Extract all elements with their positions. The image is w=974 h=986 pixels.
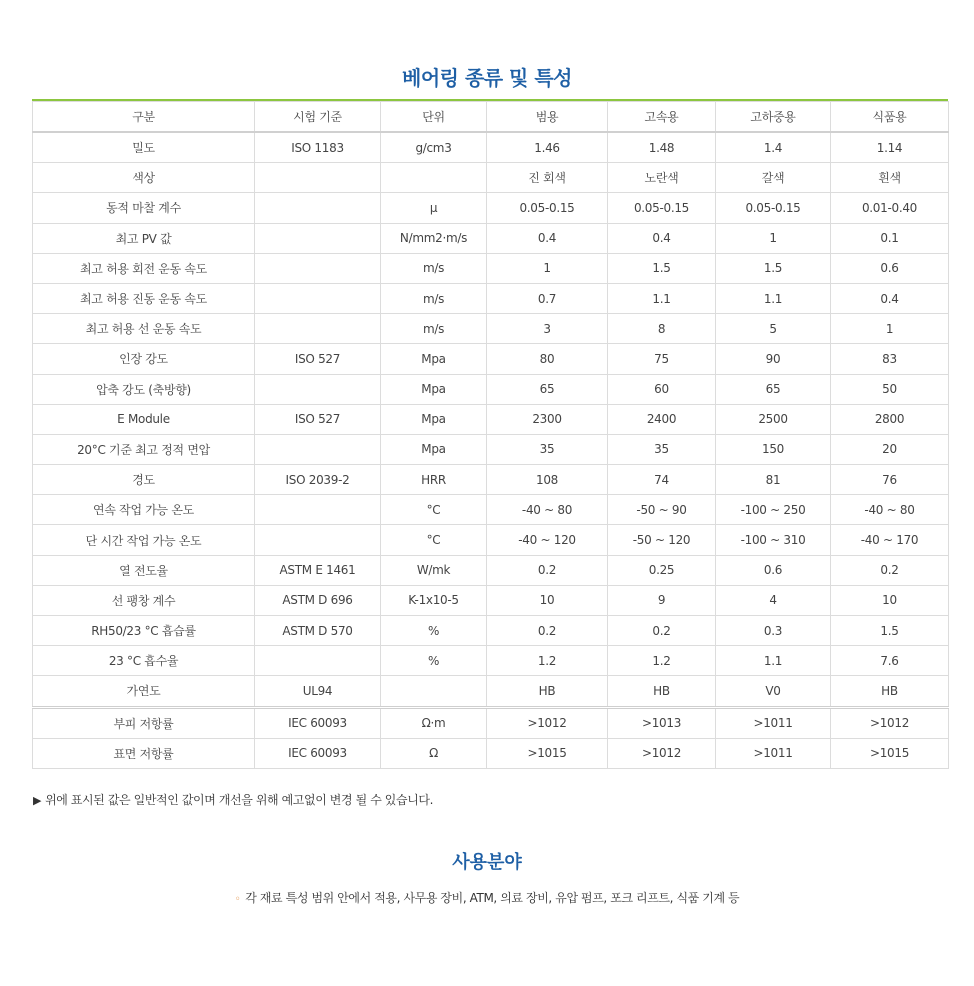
usage-text: 각 재료 특성 범위 안에서 적용, 사무용 장비, ATM, 의료 장비, 유압 펌프, 포크 리프트, 식품 기계 등 (245, 891, 740, 905)
cell-unit: Ω·m (381, 707, 487, 738)
cell-food: 50 (831, 374, 949, 404)
cell-heavy-load: V0 (716, 676, 831, 707)
header-category: 구분 (33, 102, 255, 133)
cell-general: 0.4 (487, 223, 608, 253)
cell-high-speed: 1.2 (608, 646, 716, 676)
cell-high-speed: 9 (608, 585, 716, 615)
cell-category: 부피 저항률 (33, 707, 255, 738)
cell-general: 80 (487, 344, 608, 374)
table-header-row (33, 102, 949, 133)
cell-high-speed: 75 (608, 344, 716, 374)
cell-test-standard (255, 525, 381, 555)
cell-unit: Mpa (381, 374, 487, 404)
cell-unit: g/cm3 (381, 132, 487, 163)
cell-heavy-load: 0.3 (716, 616, 831, 646)
bearing-spec-table (32, 101, 949, 769)
cell-heavy-load: 81 (716, 465, 831, 495)
cell-food: 2800 (831, 404, 949, 434)
cell-general: 1 (487, 253, 608, 283)
cell-high-speed: 1.1 (608, 283, 716, 313)
cell-unit: Mpa (381, 404, 487, 434)
cell-general: HB (487, 676, 608, 707)
cell-test-standard (255, 314, 381, 344)
cell-unit: μ (381, 193, 487, 223)
cell-general: 0.05-0.15 (487, 193, 608, 223)
table-row (33, 253, 949, 283)
table-row (33, 314, 949, 344)
cell-general: 0.2 (487, 555, 608, 585)
cell-high-speed: >1012 (608, 738, 716, 768)
cell-unit: m/s (381, 253, 487, 283)
cell-test-standard: ISO 2039-2 (255, 465, 381, 495)
cell-heavy-load: 1.5 (716, 253, 831, 283)
cell-high-speed: HB (608, 676, 716, 707)
cell-general: 1.2 (487, 646, 608, 676)
cell-food: >1012 (831, 707, 949, 738)
cell-food: 0.01-0.40 (831, 193, 949, 223)
cell-unit: m/s (381, 283, 487, 313)
cell-general: >1015 (487, 738, 608, 768)
cell-heavy-load: 90 (716, 344, 831, 374)
cell-general: 0.7 (487, 283, 608, 313)
cell-heavy-load: 1 (716, 223, 831, 253)
cell-general: -40 ~ 80 (487, 495, 608, 525)
cell-food: 0.6 (831, 253, 949, 283)
cell-category: 연속 작업 가능 온도 (33, 495, 255, 525)
cell-test-standard: ISO 527 (255, 404, 381, 434)
table-row (33, 223, 949, 253)
cell-high-speed: -50 ~ 120 (608, 525, 716, 555)
cell-food: 10 (831, 585, 949, 615)
page-title: 베어링 종류 및 특성 (402, 66, 572, 90)
cell-unit: W/mk (381, 555, 487, 585)
cell-category: 23 °C 흡수율 (33, 646, 255, 676)
cell-test-standard (255, 193, 381, 223)
cell-high-speed: 0.25 (608, 555, 716, 585)
table-row (33, 555, 949, 585)
cell-unit: Mpa (381, 344, 487, 374)
cell-test-standard: IEC 60093 (255, 738, 381, 768)
cell-test-standard (255, 163, 381, 193)
cell-test-standard: ISO 527 (255, 344, 381, 374)
cell-unit: Ω (381, 738, 487, 768)
cell-food: -40 ~ 170 (831, 525, 949, 555)
disclaimer-text: 위에 표시된 값은 일반적인 값이며 개선을 위해 예고없이 변경 될 수 있습니다. (45, 793, 433, 807)
cell-high-speed: 1.5 (608, 253, 716, 283)
cell-general: 35 (487, 434, 608, 464)
cell-food: 0.1 (831, 223, 949, 253)
table-row (33, 585, 949, 615)
cell-unit: m/s (381, 314, 487, 344)
cell-category: 밀도 (33, 132, 255, 163)
cell-general: 2300 (487, 404, 608, 434)
cell-general: -40 ~ 120 (487, 525, 608, 555)
cell-high-speed: 8 (608, 314, 716, 344)
table-row (33, 646, 949, 676)
table-row (33, 616, 949, 646)
cell-general: 0.2 (487, 616, 608, 646)
cell-food: 흰색 (831, 163, 949, 193)
cell-test-standard (255, 253, 381, 283)
cell-category: 최고 허용 회전 운동 속도 (33, 253, 255, 283)
cell-high-speed: 1.48 (608, 132, 716, 163)
table-row (33, 738, 949, 768)
cell-test-standard (255, 223, 381, 253)
cell-test-standard: ASTM D 696 (255, 585, 381, 615)
arrow-right-icon: ▶ (33, 794, 42, 807)
cell-food: 1 (831, 314, 949, 344)
table-row (33, 525, 949, 555)
cell-food: 76 (831, 465, 949, 495)
cell-high-speed: 60 (608, 374, 716, 404)
cell-test-standard (255, 374, 381, 404)
cell-food: 1.5 (831, 616, 949, 646)
cell-test-standard (255, 495, 381, 525)
cell-food: 7.6 (831, 646, 949, 676)
cell-heavy-load: 150 (716, 434, 831, 464)
cell-food: HB (831, 676, 949, 707)
cell-heavy-load: 1.4 (716, 132, 831, 163)
usage-description (0, 889, 974, 906)
cell-unit (381, 676, 487, 707)
cell-unit: % (381, 646, 487, 676)
cell-test-standard: ASTM D 570 (255, 616, 381, 646)
cell-heavy-load: 5 (716, 314, 831, 344)
table-row (33, 495, 949, 525)
cell-category: 선 팽창 계수 (33, 585, 255, 615)
cell-high-speed: 0.4 (608, 223, 716, 253)
cell-unit: K-1x10-5 (381, 585, 487, 615)
cell-general: 1.46 (487, 132, 608, 163)
cell-category: 최고 PV 값 (33, 223, 255, 253)
table-body (33, 132, 949, 768)
cell-heavy-load: 1.1 (716, 646, 831, 676)
table-row (33, 676, 949, 707)
header-high-speed: 고속용 (608, 102, 716, 133)
spec-table-container (32, 99, 948, 769)
cell-heavy-load: -100 ~ 250 (716, 495, 831, 525)
cell-heavy-load: 4 (716, 585, 831, 615)
cell-category: 압축 강도 (축방향) (33, 374, 255, 404)
cell-high-speed: -50 ~ 90 (608, 495, 716, 525)
cell-heavy-load: 2500 (716, 404, 831, 434)
cell-food: 0.2 (831, 555, 949, 585)
cell-test-standard (255, 434, 381, 464)
cell-category: 20°C 기준 최고 정적 면압 (33, 434, 255, 464)
header-heavy-load: 고하중용 (716, 102, 831, 133)
cell-category: 인장 강도 (33, 344, 255, 374)
cell-general: 10 (487, 585, 608, 615)
cell-category: RH50/23 °C 흡습률 (33, 616, 255, 646)
header-test-standard: 시험 기준 (255, 102, 381, 133)
cell-category: 동적 마찰 계수 (33, 193, 255, 223)
cell-test-standard (255, 283, 381, 313)
header-food: 식품용 (831, 102, 949, 133)
cell-general: 3 (487, 314, 608, 344)
cell-unit: % (381, 616, 487, 646)
cell-high-speed: 35 (608, 434, 716, 464)
table-row (33, 707, 949, 738)
table-row (33, 374, 949, 404)
cell-food: 83 (831, 344, 949, 374)
cell-unit: N/mm2·m/s (381, 223, 487, 253)
table-row (33, 434, 949, 464)
cell-food: 0.4 (831, 283, 949, 313)
cell-unit: °C (381, 525, 487, 555)
cell-high-speed: 0.05-0.15 (608, 193, 716, 223)
cell-unit: Mpa (381, 434, 487, 464)
cell-category: 최고 허용 진동 운동 속도 (33, 283, 255, 313)
cell-test-standard: UL94 (255, 676, 381, 707)
cell-category: 경도 (33, 465, 255, 495)
cell-food: -40 ~ 80 (831, 495, 949, 525)
disclaimer-note (33, 791, 433, 808)
cell-high-speed: 노란색 (608, 163, 716, 193)
bullet-icon: ◦ (234, 894, 241, 905)
table-row (33, 283, 949, 313)
cell-heavy-load: 0.6 (716, 555, 831, 585)
header-unit: 단위 (381, 102, 487, 133)
cell-general: 진 회색 (487, 163, 608, 193)
cell-general: 108 (487, 465, 608, 495)
cell-high-speed: 0.2 (608, 616, 716, 646)
cell-category: E Module (33, 404, 255, 434)
cell-high-speed: >1013 (608, 707, 716, 738)
cell-test-standard: ISO 1183 (255, 132, 381, 163)
cell-test-standard (255, 646, 381, 676)
cell-category: 색상 (33, 163, 255, 193)
cell-high-speed: 2400 (608, 404, 716, 434)
cell-heavy-load: >1011 (716, 707, 831, 738)
cell-category: 가연도 (33, 676, 255, 707)
table-row (33, 404, 949, 434)
cell-unit: HRR (381, 465, 487, 495)
table-row (33, 344, 949, 374)
cell-general: >1012 (487, 707, 608, 738)
header-general: 범용 (487, 102, 608, 133)
cell-heavy-load: -100 ~ 310 (716, 525, 831, 555)
cell-test-standard: IEC 60093 (255, 707, 381, 738)
table-row (33, 163, 949, 193)
usage-title: 사용분야 (452, 852, 522, 873)
cell-category: 열 전도율 (33, 555, 255, 585)
cell-food: 1.14 (831, 132, 949, 163)
cell-category: 최고 허용 선 운동 속도 (33, 314, 255, 344)
cell-heavy-load: 65 (716, 374, 831, 404)
table-row (33, 465, 949, 495)
cell-food: >1015 (831, 738, 949, 768)
cell-heavy-load: >1011 (716, 738, 831, 768)
cell-unit: °C (381, 495, 487, 525)
cell-food: 20 (831, 434, 949, 464)
table-row (33, 132, 949, 163)
cell-test-standard: ASTM E 1461 (255, 555, 381, 585)
cell-high-speed: 74 (608, 465, 716, 495)
cell-heavy-load: 1.1 (716, 283, 831, 313)
table-row (33, 193, 949, 223)
cell-general: 65 (487, 374, 608, 404)
cell-unit (381, 163, 487, 193)
cell-category: 표면 저항률 (33, 738, 255, 768)
cell-heavy-load: 갈색 (716, 163, 831, 193)
cell-heavy-load: 0.05-0.15 (716, 193, 831, 223)
cell-category: 단 시간 작업 가능 온도 (33, 525, 255, 555)
